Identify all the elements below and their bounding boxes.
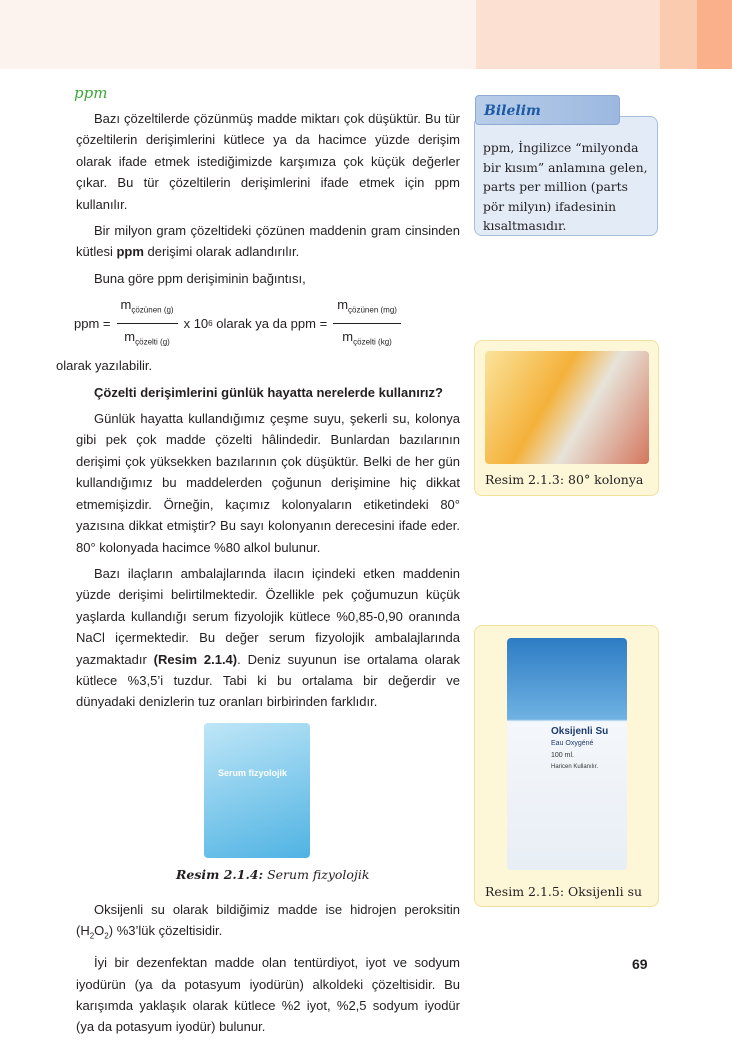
kolonya-image: [485, 351, 649, 464]
kolonya-figure: [474, 340, 659, 496]
page-header-band: [0, 0, 732, 69]
oksijenli-su-figure: [474, 625, 659, 907]
paragraph: İyi bir dezenfektan madde olan tentürdiyot, iyot ve sodyum iyodürün (ya da potasyum iyodürün) alkoldeki çözeltisidir. Bu karışımda yaklaşık olarak kütlece %2 iyot, %2,5 sodyum iyodür (ya da potasyum iyodür) bulunur.: [76, 955, 460, 1035]
serum-caption: Resim 2.1.4: Serum fizyolojik: [176, 866, 370, 882]
paragraph: Günlük hayatta kullandığımız çeşme suyu, şekerli su, kolonya gibi pek çok madde çözelti hâlindedir. Bunlardan bazılarının derişimi çok yüksekken bazılarının çok düşüktür. Belki de her gün kullandığımız bu maddelerden çoğunun derişimine hiç dikkat etmemişizdir. Örneğin, kaçımız kolonyaların etiketindeki 80° yazısına dikkat etmiştir? Bu sayı kolonyanın derecesini ifade eder. 80° kolonyada hacimce %80 alkol bulunur.: [76, 411, 460, 555]
paragraph: Bir milyon gram çözeltideki çözünen maddenin gram cinsinden kütlesi ppm derişimi olarak adlandırılır.: [76, 223, 460, 260]
paragraph: Bazı çözeltilerde çözünmüş madde miktarı çok düşüktür. Bu tür çözeltilerin derişimlerini kütlece ya da hacimce yüzde derişim olarak ifade etmek istediğimizde karşımıza çok küçük değerler çıkar. Bu tür çözeltilerin derişimlerini ifade etmek için ppm kullanılır.: [76, 111, 460, 212]
serum-figure: [56, 723, 460, 893]
question-heading: Çözelti derişimlerini günlük hayatta nerelerde kullanırız?: [94, 384, 443, 400]
section-title: ppm: [74, 84, 108, 102]
oksijenli-su-image: Oksijenli Su Eau Oxygéné 100 ml. Haricen Kullanılır.: [507, 638, 627, 870]
serum-fizyolojik-image: Serum fizyolojik: [204, 723, 310, 858]
kolonya-caption: Resim 2.1.3: 80° kolonya: [485, 472, 644, 487]
bilelim-title: Bilelim: [475, 95, 620, 125]
paragraph: Oksijenli su olarak bildiğimiz madde ise hidrojen peroksitin $(H_2O_2)$ %3’lük çözeltisidir.: [76, 901, 460, 941]
main-text-column: [56, 108, 460, 1043]
paragraph: olarak yazılabilir.: [56, 358, 153, 374]
bilelim-box: ppm, İngilizce “milyonda bir kısım” anlamına gelen, parts per million (parts pör milyın) ifadesinin kısaltmasıdır.: [474, 116, 658, 236]
page-number: 69: [632, 956, 648, 972]
ppm-formula: ppm = $\frac{m_{çözünen (g)}}{m_{çözelti (g)}}$ x 10 6 olarak ya da ppm = $\frac{m_{çözünen (mg)}}{m_{çözelti (kg)}}$: [74, 295, 460, 351]
paragraph: Buna göre ppm derişiminin bağıntısı,: [94, 270, 306, 286]
oksijenli-su-caption: Resim 2.1.5: Oksijenli su: [485, 884, 643, 899]
paragraph: Bazı ilaçların ambalajlarında ilacın içindeki etken maddenin yüzde derişimi belirtilmektedir. Özellikle pek çoğumuzun küçük yaşlarda kullandığı serum fizyolojik kütlece %0,85-0,90 oranında NaCl içermektedir. Bu değer serum fizyolojik ambalajlarında yazmaktadır (Resim 2.1.4). Deniz suyunun ise ortalama olarak kütlece %3,5’i tuzdur. Tabi ki bu ortalama bir değerdir ve dünyadaki denizlerin tuz oranları birbirinden farklıdır.: [76, 565, 461, 710]
